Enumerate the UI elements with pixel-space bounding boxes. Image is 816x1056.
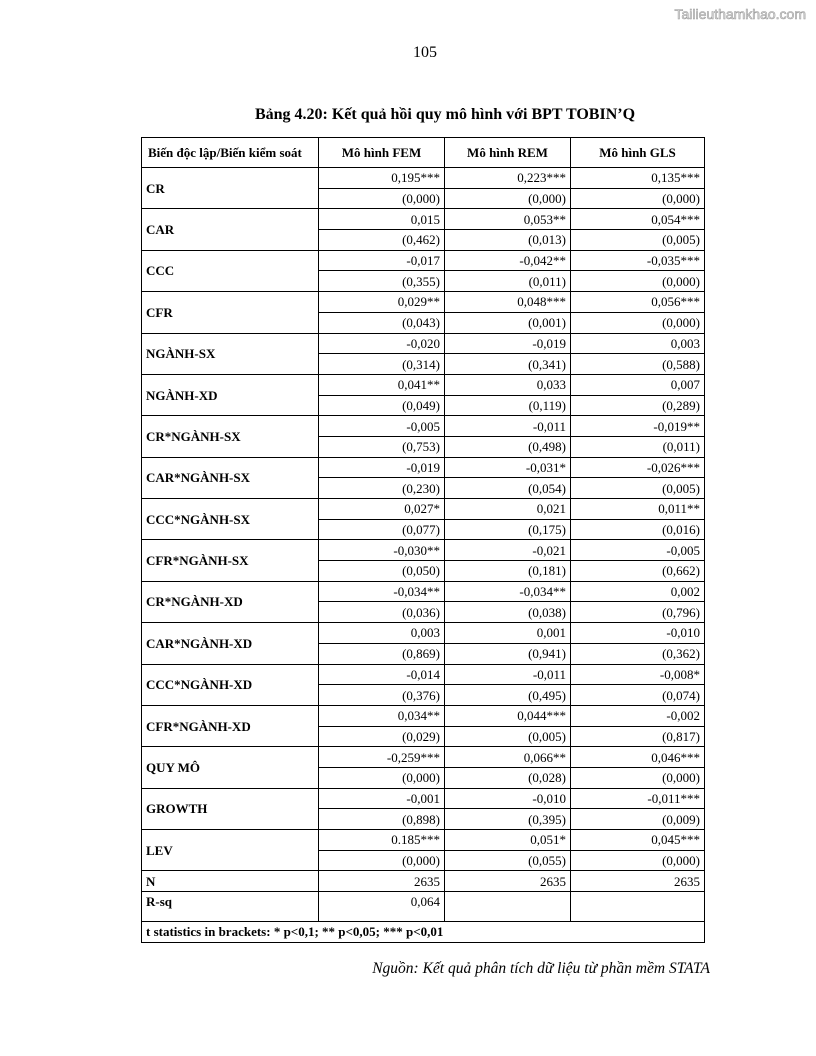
coefficient-cell: -0,011 (445, 416, 571, 437)
coefficient-cell: -0,019** (571, 416, 705, 437)
table-row-coef (142, 830, 705, 851)
p-value-cell: (0,038) (445, 602, 571, 623)
coefficient-cell: -0,011*** (571, 788, 705, 809)
coefficient-cell: 0,011** (571, 499, 705, 520)
significance-note: t statistics in brackets: * p<0,1; ** p<0,05; *** p<0,01 (142, 922, 705, 943)
table-row-coef (142, 705, 705, 726)
p-value-cell: (0,016) (571, 519, 705, 540)
coefficient-cell: -0,034** (445, 581, 571, 602)
header-row (142, 138, 705, 168)
p-value-cell: (0,054) (445, 478, 571, 499)
variable-name: CCC*NGÀNH-SX (142, 499, 319, 540)
table-row-coef (142, 209, 705, 230)
p-value-cell: (0,000) (571, 312, 705, 333)
table-row-coef (142, 168, 705, 189)
coefficient-cell: 0,056*** (571, 292, 705, 313)
coefficient-cell: -0,005 (319, 416, 445, 437)
coefficient-cell: -0,011 (445, 664, 571, 685)
table-row-coef (142, 747, 705, 768)
coefficient-cell: -0,019 (319, 457, 445, 478)
table-row-coef (142, 250, 705, 271)
p-value-cell: (0,011) (445, 271, 571, 292)
coefficient-cell: 0,007 (571, 374, 705, 395)
rsq-value-cell (571, 892, 705, 922)
variable-name: NGÀNH-SX (142, 333, 319, 374)
p-value-cell: (0,028) (445, 767, 571, 788)
coefficient-cell: -0,010 (571, 623, 705, 644)
coefficient-cell: 0,046*** (571, 747, 705, 768)
table-row-coef (142, 374, 705, 395)
header-variable: Biến độc lập/Biến kiểm soát (142, 138, 319, 168)
coefficient-cell: -0,005 (571, 540, 705, 561)
coefficient-cell: -0,002 (571, 705, 705, 726)
variable-name: CR*NGÀNH-SX (142, 416, 319, 457)
coefficient-cell: -0,017 (319, 250, 445, 271)
coefficient-cell: 0,054*** (571, 209, 705, 230)
n-label: N (142, 871, 319, 892)
coefficient-cell: -0,034** (319, 581, 445, 602)
table-row-coef (142, 333, 705, 354)
coefficient-cell: -0,026*** (571, 457, 705, 478)
variable-name: CAR (142, 209, 319, 250)
p-value-cell: (0,341) (445, 354, 571, 375)
p-value-cell: (0,005) (571, 478, 705, 499)
variable-name: LEV (142, 830, 319, 871)
coefficient-cell: -0,030** (319, 540, 445, 561)
p-value-cell: (0,376) (319, 685, 445, 706)
coefficient-cell: -0,021 (445, 540, 571, 561)
p-value-cell: (0,119) (445, 395, 571, 416)
p-value-cell: (0,005) (445, 726, 571, 747)
p-value-cell: (0,050) (319, 561, 445, 582)
p-value-cell: (0,941) (445, 643, 571, 664)
p-value-cell: (0,001) (445, 312, 571, 333)
table-row-coef (142, 788, 705, 809)
p-value-cell: (0,588) (571, 354, 705, 375)
coefficient-cell: 0,015 (319, 209, 445, 230)
p-value-cell: (0,005) (571, 230, 705, 251)
table-row-coef (142, 499, 705, 520)
p-value-cell: (0,013) (445, 230, 571, 251)
p-value-cell: (0,495) (445, 685, 571, 706)
variable-name: CAR*NGÀNH-SX (142, 457, 319, 498)
n-value-cell: 2635 (319, 871, 445, 892)
p-value-cell: (0,796) (571, 602, 705, 623)
table-row-note (142, 922, 705, 943)
coefficient-cell: 0,223*** (445, 168, 571, 189)
header-fem: Mô hình FEM (319, 138, 445, 168)
p-value-cell: (0,011) (571, 436, 705, 457)
n-value-cell: 2635 (571, 871, 705, 892)
coefficient-cell: -0,020 (319, 333, 445, 354)
rsq-value-cell (445, 892, 571, 922)
coefficient-cell: 0,053** (445, 209, 571, 230)
p-value-cell: (0,000) (571, 271, 705, 292)
rsq-label: R-sq (142, 892, 319, 922)
variable-name: CCC (142, 250, 319, 291)
regression-results-table (141, 137, 705, 943)
coefficient-cell: 0,002 (571, 581, 705, 602)
p-value-cell: (0,869) (319, 643, 445, 664)
n-value-cell: 2635 (445, 871, 571, 892)
source-note: Nguồn: Kết quả phân tích dữ liệu từ phần mềm STATA (372, 960, 710, 977)
variable-name: NGÀNH-XD (142, 374, 319, 415)
coefficient-cell: -0,042** (445, 250, 571, 271)
page-number: 105 (413, 44, 437, 61)
watermark: Tailieuthamkhao.com (674, 6, 806, 22)
table-row-n (142, 871, 705, 892)
header-gls: Mô hình GLS (571, 138, 705, 168)
table-body (142, 168, 705, 943)
p-value-cell: (0,000) (571, 188, 705, 209)
coefficient-cell: -0,031* (445, 457, 571, 478)
p-value-cell: (0,753) (319, 436, 445, 457)
coefficient-cell: 0,045*** (571, 830, 705, 851)
p-value-cell: (0,289) (571, 395, 705, 416)
p-value-cell: (0,175) (445, 519, 571, 540)
variable-name: GROWTH (142, 788, 319, 829)
p-value-cell: (0,355) (319, 271, 445, 292)
coefficient-cell: 0,044*** (445, 705, 571, 726)
p-value-cell: (0,000) (319, 767, 445, 788)
p-value-cell: (0,077) (319, 519, 445, 540)
table-row-coef (142, 416, 705, 437)
p-value-cell: (0,029) (319, 726, 445, 747)
coefficient-cell: 0,021 (445, 499, 571, 520)
p-value-cell: (0,000) (571, 850, 705, 871)
variable-name: CFR (142, 292, 319, 333)
p-value-cell: (0,817) (571, 726, 705, 747)
header-rem: Mô hình REM (445, 138, 571, 168)
coefficient-cell: -0,014 (319, 664, 445, 685)
p-value-cell: (0,662) (571, 561, 705, 582)
p-value-cell: (0,230) (319, 478, 445, 499)
coefficient-cell: 0,051* (445, 830, 571, 851)
table-row-coef (142, 664, 705, 685)
p-value-cell: (0,000) (571, 767, 705, 788)
p-value-cell: (0,049) (319, 395, 445, 416)
coefficient-cell: 0,003 (319, 623, 445, 644)
coefficient-cell: 0,195*** (319, 168, 445, 189)
p-value-cell: (0,898) (319, 809, 445, 830)
coefficient-cell: -0,010 (445, 788, 571, 809)
rsq-value-cell: 0,064 (319, 892, 445, 922)
p-value-cell: (0,074) (571, 685, 705, 706)
p-value-cell: (0,395) (445, 809, 571, 830)
p-value-cell: (0,000) (319, 850, 445, 871)
variable-name: CR*NGÀNH-XD (142, 581, 319, 622)
table-title: Bảng 4.20: Kết quả hồi quy mô hình với BPT TOBIN’Q (254, 106, 636, 123)
p-value-cell: (0,462) (319, 230, 445, 251)
coefficient-cell: 0,041** (319, 374, 445, 395)
coefficient-cell: -0,008* (571, 664, 705, 685)
coefficient-cell: -0,259*** (319, 747, 445, 768)
coefficient-cell: -0,035*** (571, 250, 705, 271)
p-value-cell: (0,181) (445, 561, 571, 582)
p-value-cell: (0,043) (319, 312, 445, 333)
coefficient-cell: -0,001 (319, 788, 445, 809)
coefficient-cell: 0,034** (319, 705, 445, 726)
coefficient-cell: 0,135*** (571, 168, 705, 189)
p-value-cell: (0,000) (445, 188, 571, 209)
coefficient-cell: 0,027* (319, 499, 445, 520)
coefficient-cell: -0,019 (445, 333, 571, 354)
table-row-rsq (142, 892, 705, 922)
table-row-coef (142, 623, 705, 644)
p-value-cell: (0,314) (319, 354, 445, 375)
variable-name: CFR*NGÀNH-XD (142, 705, 319, 746)
p-value-cell: (0,362) (571, 643, 705, 664)
variable-name: QUY MÔ (142, 747, 319, 788)
coefficient-cell: 0,003 (571, 333, 705, 354)
table-row-coef (142, 581, 705, 602)
coefficient-cell: 0,001 (445, 623, 571, 644)
coefficient-cell: 0,029** (319, 292, 445, 313)
coefficient-cell: 0.185*** (319, 830, 445, 851)
p-value-cell: (0,036) (319, 602, 445, 623)
coefficient-cell: 0,048*** (445, 292, 571, 313)
coefficient-cell: 0,066** (445, 747, 571, 768)
variable-name: CAR*NGÀNH-XD (142, 623, 319, 664)
variable-name: CR (142, 168, 319, 209)
p-value-cell: (0,498) (445, 436, 571, 457)
table-row-coef (142, 540, 705, 561)
variable-name: CFR*NGÀNH-SX (142, 540, 319, 581)
coefficient-cell: 0,033 (445, 374, 571, 395)
variable-name: CCC*NGÀNH-XD (142, 664, 319, 705)
p-value-cell: (0,000) (319, 188, 445, 209)
table-row-coef (142, 457, 705, 478)
p-value-cell: (0,009) (571, 809, 705, 830)
p-value-cell: (0,055) (445, 850, 571, 871)
table-row-coef (142, 292, 705, 313)
